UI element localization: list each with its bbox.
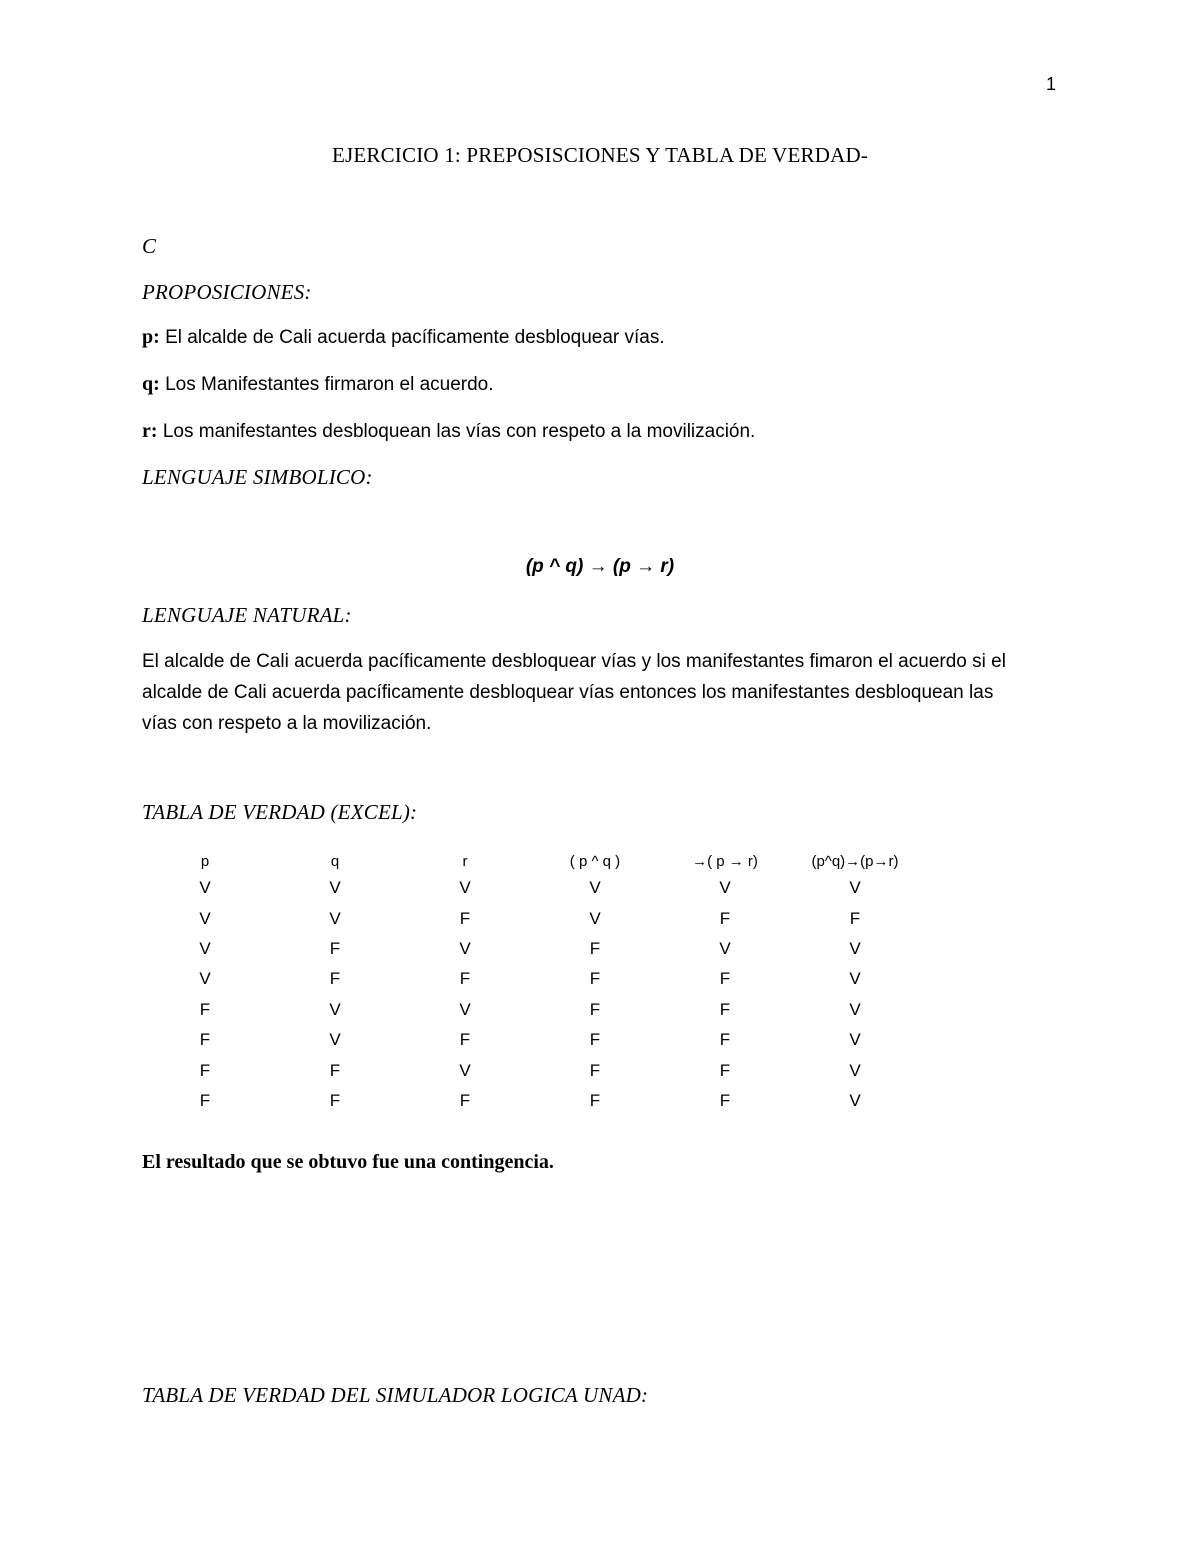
- table-cell: F: [589, 938, 601, 958]
- table-header-row: [140, 849, 920, 873]
- table-cell: V: [589, 908, 601, 928]
- table-cell: F: [849, 908, 861, 928]
- table-row: [140, 1055, 920, 1085]
- page-number: 1: [1046, 74, 1057, 94]
- table-cell: V: [849, 1030, 861, 1050]
- table-cell: V: [199, 878, 211, 898]
- table-cell: F: [589, 969, 601, 989]
- proposition-text: Los Manifestantes firmaron el acuerdo.: [165, 374, 494, 395]
- symbolic-heading: LENGUAJE SIMBOLICO:: [142, 465, 373, 489]
- table-row: [140, 873, 920, 903]
- table-cell: F: [329, 969, 341, 989]
- result-statement: El resultado que se obtuvo fue una contingencia.: [142, 1151, 554, 1173]
- table-cell: F: [199, 999, 211, 1019]
- column-header: p: [200, 852, 210, 870]
- table-cell: V: [329, 908, 341, 928]
- table-cell: F: [719, 1060, 731, 1080]
- table-cell: F: [199, 1090, 211, 1110]
- natural-language-paragraph: El alcalde de Cali acuerda pacíficamente desbloquear vías y los manifestantes fimaron el acuerdo si el alcalde de Cali acuerda pacíficamente desbloquear vías entonces los manifestantes desbloquean las vías con respeto a la movilización.: [142, 651, 1006, 734]
- column-header: q: [330, 852, 340, 870]
- table-cell: F: [589, 1030, 601, 1050]
- table-cell: F: [459, 908, 471, 928]
- table-cell: V: [849, 938, 861, 958]
- truth-table-heading: TABLA DE VERDAD (EXCEL):: [142, 800, 418, 824]
- proposition-text: El alcalde de Cali acuerda pacíficamente desbloquear vías.: [165, 327, 665, 348]
- table-cell: F: [199, 1030, 211, 1050]
- table-row: [140, 934, 920, 964]
- table-cell: V: [459, 878, 471, 898]
- table-cell: F: [719, 999, 731, 1019]
- table-cell: F: [589, 999, 601, 1019]
- table-cell: F: [459, 1030, 471, 1050]
- table-body: [140, 873, 920, 1116]
- table-row: [140, 964, 920, 994]
- table-cell: V: [329, 878, 341, 898]
- table-cell: V: [459, 1060, 471, 1080]
- table-cell: F: [719, 1090, 731, 1110]
- table-cell: F: [589, 1060, 601, 1080]
- table-cell: F: [199, 1060, 211, 1080]
- table-cell: F: [459, 969, 471, 989]
- table-cell: V: [589, 878, 601, 898]
- proposition-r: [142, 420, 755, 443]
- table-cell: V: [719, 938, 731, 958]
- table-cell: F: [459, 1090, 471, 1110]
- table-row: [140, 903, 920, 933]
- natural-heading: LENGUAJE NATURAL:: [142, 603, 352, 627]
- proposition-key: q:: [142, 373, 160, 395]
- proposition-key: r:: [142, 420, 158, 442]
- document-title: EJERCICIO 1: PREPOSISCIONES Y TABLA DE VERDAD-: [331, 143, 869, 167]
- table-cell: V: [459, 999, 471, 1019]
- table-row: [140, 1025, 920, 1055]
- simulator-heading: TABLA DE VERDAD DEL SIMULADOR LOGICA UNAD:: [142, 1383, 649, 1407]
- table-cell: F: [329, 1060, 341, 1080]
- table-cell: V: [199, 969, 211, 989]
- table-cell: F: [589, 1090, 601, 1110]
- table-cell: V: [849, 969, 861, 989]
- table-cell: F: [329, 938, 341, 958]
- table-cell: V: [849, 999, 861, 1019]
- symbolic-formula: (p ^ q) → (p → r): [525, 556, 675, 577]
- propositions-heading: PROPOSICIONES:: [142, 280, 312, 304]
- column-header: ( p ^ q ): [569, 852, 621, 870]
- table-row: [140, 1086, 920, 1116]
- proposition-text: Los manifestantes desbloquean las vías con respeto a la movilización.: [162, 421, 756, 442]
- table-cell: F: [719, 969, 731, 989]
- table-cell: F: [719, 1030, 731, 1050]
- table-cell: V: [199, 908, 211, 928]
- table-cell: V: [719, 878, 731, 898]
- column-header: r: [462, 852, 468, 870]
- table-cell: F: [329, 1090, 341, 1110]
- column-header: (p^q)→(p→r): [811, 852, 899, 870]
- table-cell: V: [849, 1060, 861, 1080]
- section-letter: C: [142, 234, 157, 258]
- proposition-q: [142, 373, 494, 396]
- table-cell: V: [849, 1090, 861, 1110]
- proposition-p: [142, 326, 665, 349]
- table-cell: V: [459, 938, 471, 958]
- column-header: →( p → r): [692, 852, 758, 870]
- table-cell: V: [199, 938, 211, 958]
- table-row: [140, 995, 920, 1025]
- table-cell: V: [329, 1030, 341, 1050]
- table-cell: V: [329, 999, 341, 1019]
- proposition-key: p:: [142, 326, 160, 348]
- truth-table: [140, 849, 920, 1116]
- table-cell: F: [719, 908, 731, 928]
- table-cell: V: [849, 878, 861, 898]
